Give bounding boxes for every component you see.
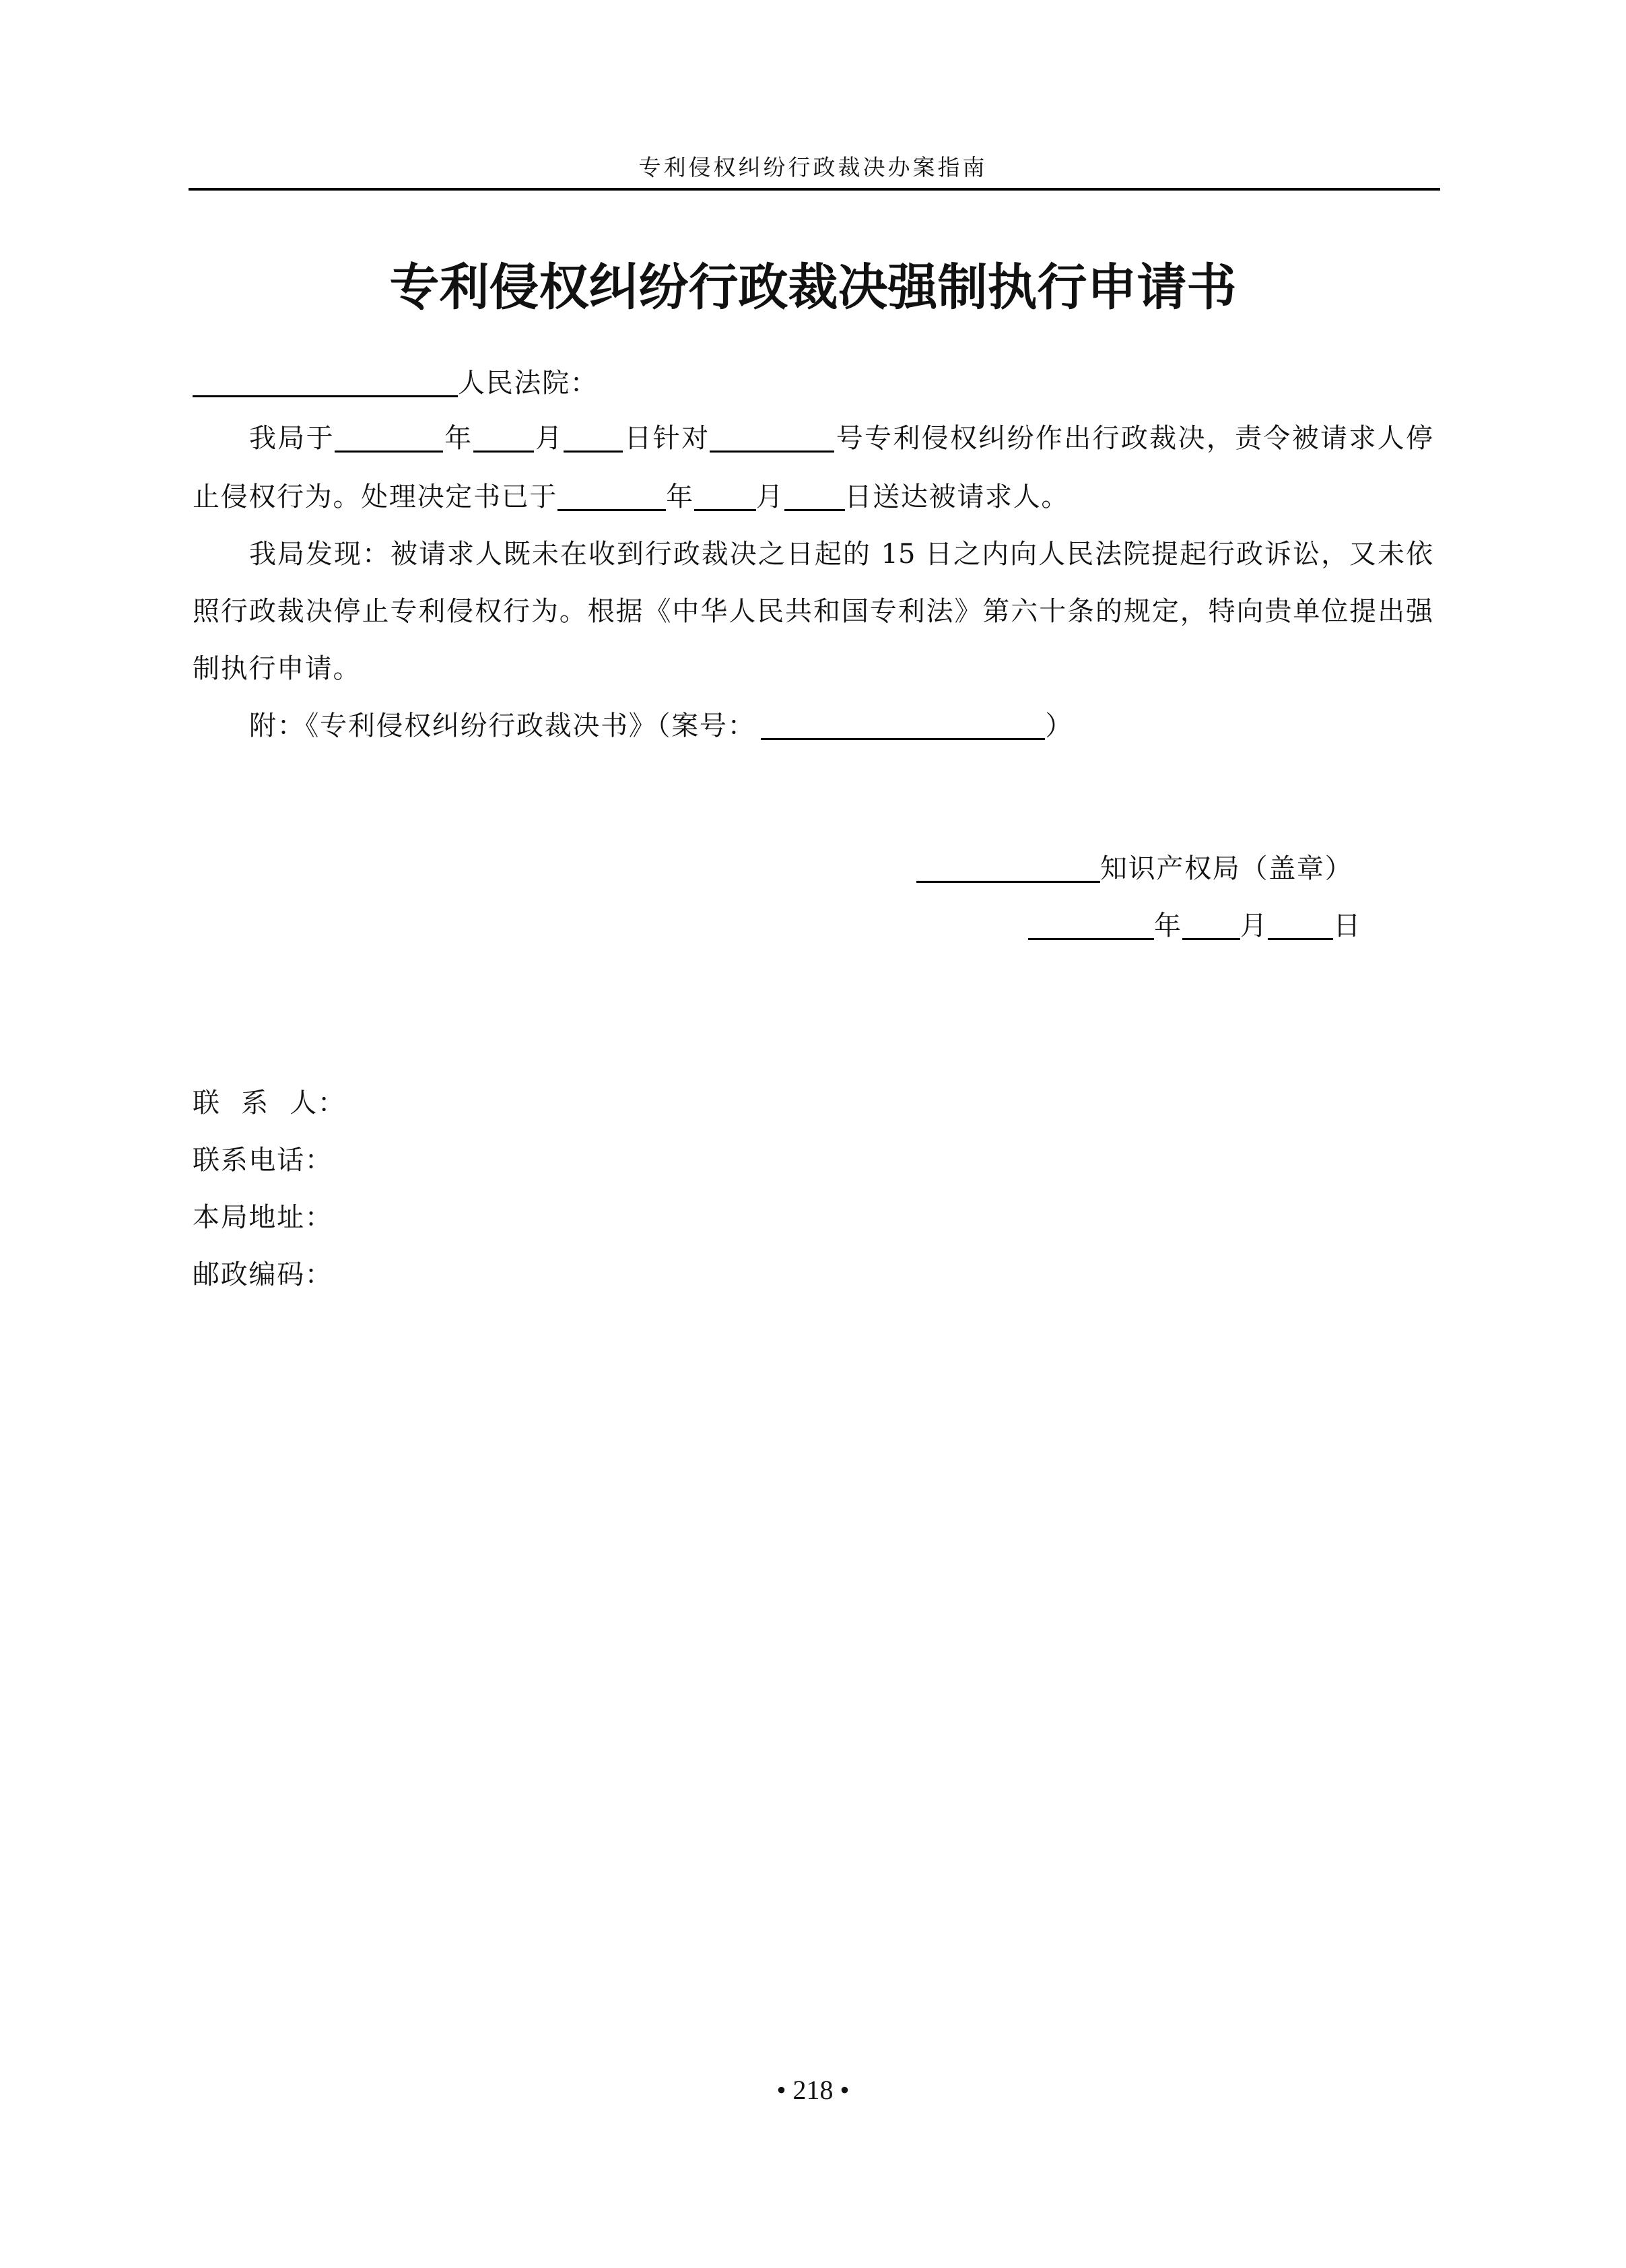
- decision-text: 年: [666, 481, 694, 512]
- decision-text: 月: [533, 423, 564, 454]
- attachment-line: [249, 706, 1073, 746]
- document-title: 专利侵权纠纷行政裁决强制执行申请书: [389, 259, 1237, 316]
- signature-month-blank: [1182, 911, 1240, 940]
- office-address-label: 本局地址：: [193, 1202, 333, 1233]
- decision-paragraph-line-2: [193, 477, 1069, 517]
- decision-text: 止侵权行为。处理决定书已于: [193, 481, 558, 512]
- signature-day-label: 日: [1333, 910, 1362, 941]
- decision-paragraph-line-1: [249, 418, 1433, 459]
- attachment-case-number-blank: [761, 711, 1045, 740]
- court-name-blank: [193, 368, 458, 397]
- decision-text: 日针对: [623, 423, 710, 454]
- signature-office-line: [916, 848, 1353, 889]
- finding-paragraph-line-3: 制执行申请。: [193, 653, 362, 684]
- decision-text: 号专利侵权纠纷作出行政裁决，责令被请求人停: [834, 423, 1433, 454]
- finding-paragraph-line-2: 照行政裁决停止专利侵权行为。根据《中华人民共和国专利法》第六十条的规定，特向贵单位提出强: [193, 596, 1433, 627]
- postal-code-label: 邮政编码：: [193, 1259, 333, 1290]
- court-suffix: 人民法院：: [458, 368, 599, 399]
- page-number: • 218 •: [776, 2075, 850, 2105]
- signature-date-line: [1028, 906, 1361, 946]
- attachment-text: 附：《专利侵权纠纷行政裁决书》（案号：: [249, 710, 756, 741]
- signature-day-blank: [1268, 911, 1333, 940]
- decision-month-blank: [473, 424, 534, 453]
- decision-day-blank: [564, 424, 623, 453]
- signature-year-blank: [1028, 911, 1154, 940]
- header-rule: [189, 188, 1440, 191]
- salutation-line: [193, 363, 599, 403]
- signature-month-label: 月: [1240, 910, 1268, 941]
- decision-text: 年: [442, 423, 473, 454]
- decision-year-blank: [335, 424, 443, 453]
- contact-phone-label: 联系电话：: [193, 1145, 333, 1176]
- service-day-blank: [784, 482, 845, 511]
- office-name-blank: [916, 854, 1100, 883]
- running-header: 专利侵权纠纷行政裁决办案指南: [638, 154, 988, 180]
- contact-person-label: 联 系 人：: [193, 1088, 346, 1119]
- attachment-close: ）: [1045, 710, 1074, 741]
- service-month-blank: [694, 482, 756, 511]
- decision-text: 我局于: [249, 423, 335, 454]
- finding-paragraph-line-1: 我局发现：被请求人既未在收到行政裁决之日起的 15 日之内向人民法院提起行政诉讼，又未依: [249, 539, 1433, 570]
- case-number-blank: [710, 424, 834, 453]
- decision-text: 月: [755, 481, 784, 512]
- signature-year-label: 年: [1154, 910, 1182, 941]
- decision-text: 日送达被请求人。: [844, 481, 1070, 512]
- service-year-blank: [557, 482, 666, 511]
- office-seal-text: 知识产权局（盖章）: [1100, 853, 1353, 884]
